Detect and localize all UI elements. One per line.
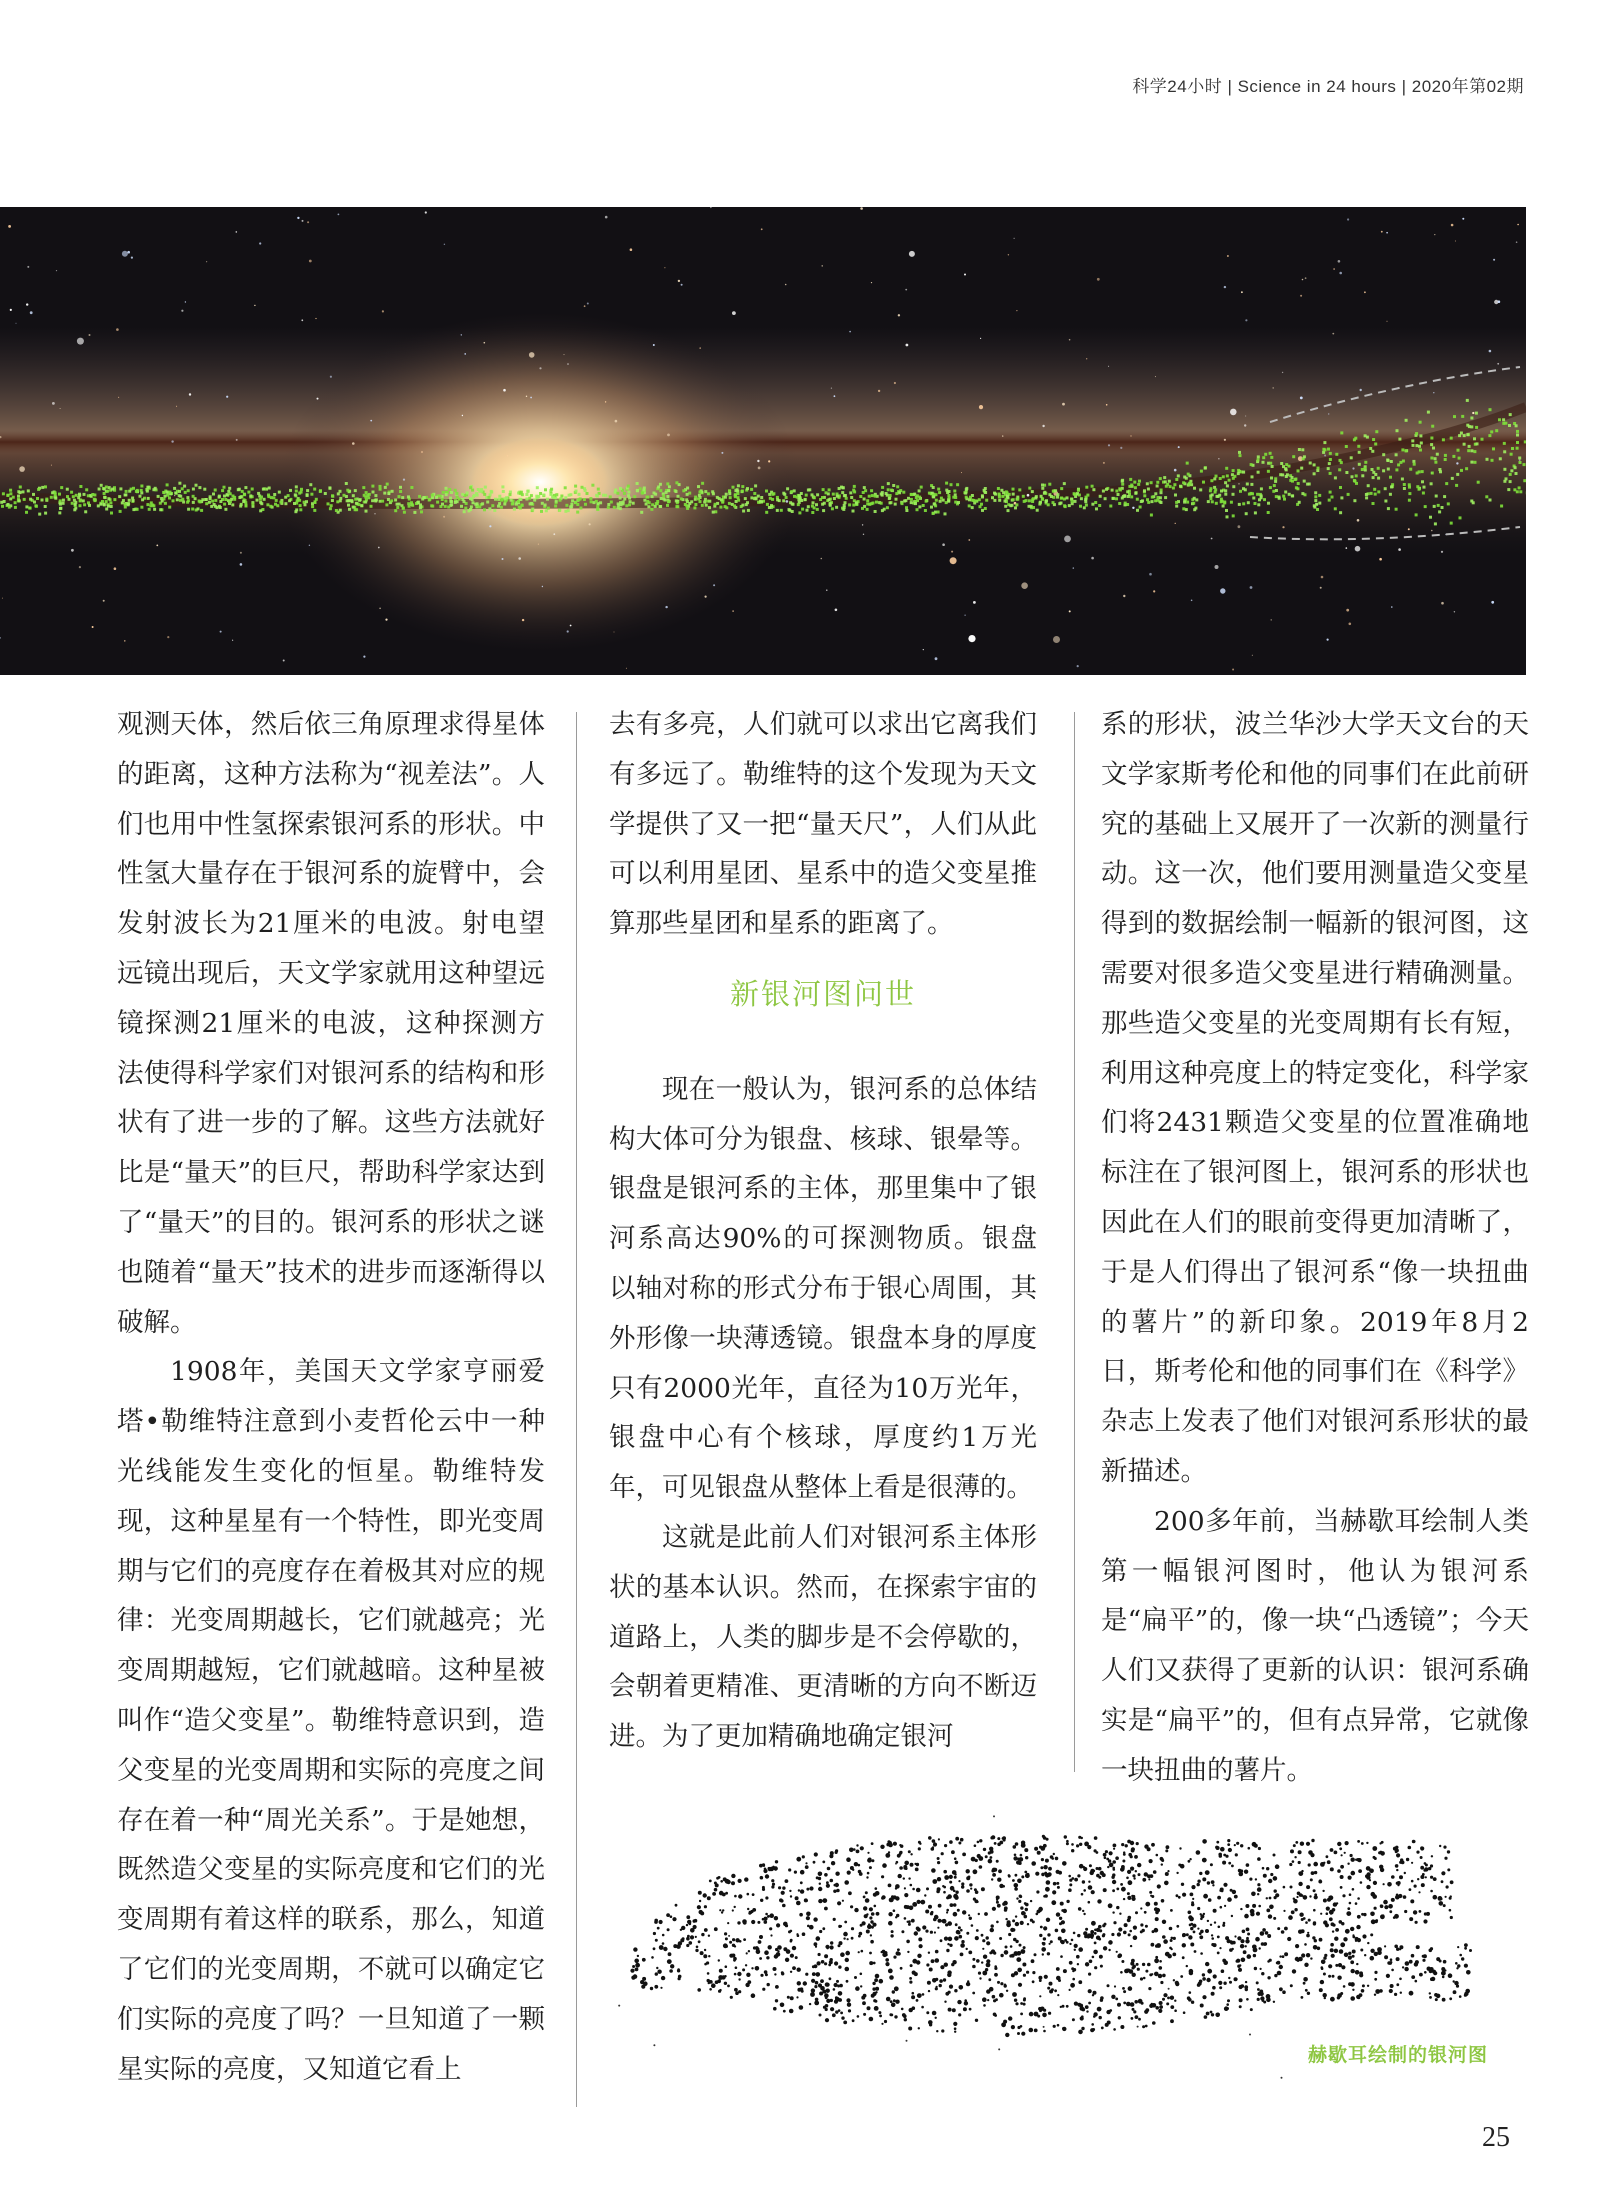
figure-caption: 赫歇耳绘制的银河图 [1308, 2045, 1489, 2066]
running-header: 科学24小时 | Science in 24 hours | 2020年第02期 [1132, 77, 1524, 96]
paragraph: 系的形状，波兰华沙大学天文台的天文学家斯考伦和他的同事们在此前研究的基础上又展开了一次新的测量行动。这一次，他们要用测量造父变星得到的数据绘制一幅新的银河图，这需要对很多造父变星进行精确测量。那些造父变星的光变周期有长有短，利用这种亮度上的特定变化，科学家们将2431颗造父变星的位置准确地标注在了银河图上，银河系的形状也因此在人们的眼前变得更加清晰了，于是人们得出了银河系“像一块扭曲的薯片”的新印象。2019年8月2日，斯考伦和他的同事们在《科学》杂志上发表了他们对银河系形状的最新描述。 [1101, 709, 1529, 1487]
paragraph: 观测天体，然后依三角原理求得星体的距离，这种方法称为“视差法”。人们也用中性氢探索银河系的形状。中性氢大量存在于银河系的旋臂中，会发射波长为21厘米的电波。射电望远镜出现后，天文学家就用这种望远镜探测21厘米的电波，这种探测方法使得科学家们对银河系的结构和形状有了进一步的了解。这些方法就好比是“量天”的巨尺，帮助科学家达到了“量天”的目的。银河系的形状之谜也随着“量天”技术的进步而逐渐得以破解。 [117, 709, 545, 1338]
column-3 [1101, 700, 1529, 1796]
column-divider [576, 712, 577, 2107]
paragraph: 这就是此前人们对银河系主体形状的基本认识。然而，在探索宇宙的道路上，人类的脚步是不会停歇的，会朝着更精准、更清晰的方向不断迈进。为了更加精确地确定银河 [609, 1521, 1037, 1753]
paragraph: 200多年前，当赫歇耳绘制人类第一幅银河图时，他认为银河系是“扁平”的，像一块“凸透镜”；今天人们又获得了更新的认识：银河系确实是“扁平”的，但有点异常，它就像一块扭曲的薯片。 [1101, 1505, 1529, 1786]
paragraph: 1908年，美国天文学家亨丽爱塔•勒维特注意到小麦哲伦云中一种光线能发生变化的恒星。勒维特发现，这种星星有一个特性，即光变周期与它们的亮度存在着极其对应的规律：光变周期越长，它们就越亮；光变周期越短，它们就越暗。这种星被叫作“造父变星”。勒维特意识到，造父变星的光变周期和实际的亮度之间存在着一种“周光关系”。于是她想，既然造父变星的实际亮度和它们的光变周期有着这样的联系，那么，知道了它们的光变周期，不就可以确定它们实际的亮度了吗？一旦知道了一颗星实际的亮度，又知道它看上 [117, 1356, 545, 2085]
page-number: 25 [1482, 2122, 1510, 2153]
column-1 [117, 700, 545, 2094]
paragraph: 去有多亮，人们就可以求出它离我们有多远了。勒维特的这个发现为天文学提供了又一把“量天尺”，人们从此可以利用星团、星系中的造父变星推算那些星团和星系的距离了。 [609, 709, 1037, 940]
section-title: 新银河图问世 [729, 978, 916, 1011]
column-divider [1074, 712, 1075, 1772]
column-2 [609, 700, 1037, 1762]
paragraph: 现在一般认为，银河系的总体结构大体可分为银盘、核球、银晕等。银盘是银河系的主体，那里集中了银河系高达90%的可探测物质。银盘以轴对称的形式分布于银心周围，其外形像一块薄透镜。银盘本身的厚度只有2000光年，直径为10万光年，银盘中心有个核球，厚度约1万光年，可见银盘从整体上看是很薄的。 [609, 1073, 1037, 1504]
milky-way-photo [0, 207, 1526, 675]
